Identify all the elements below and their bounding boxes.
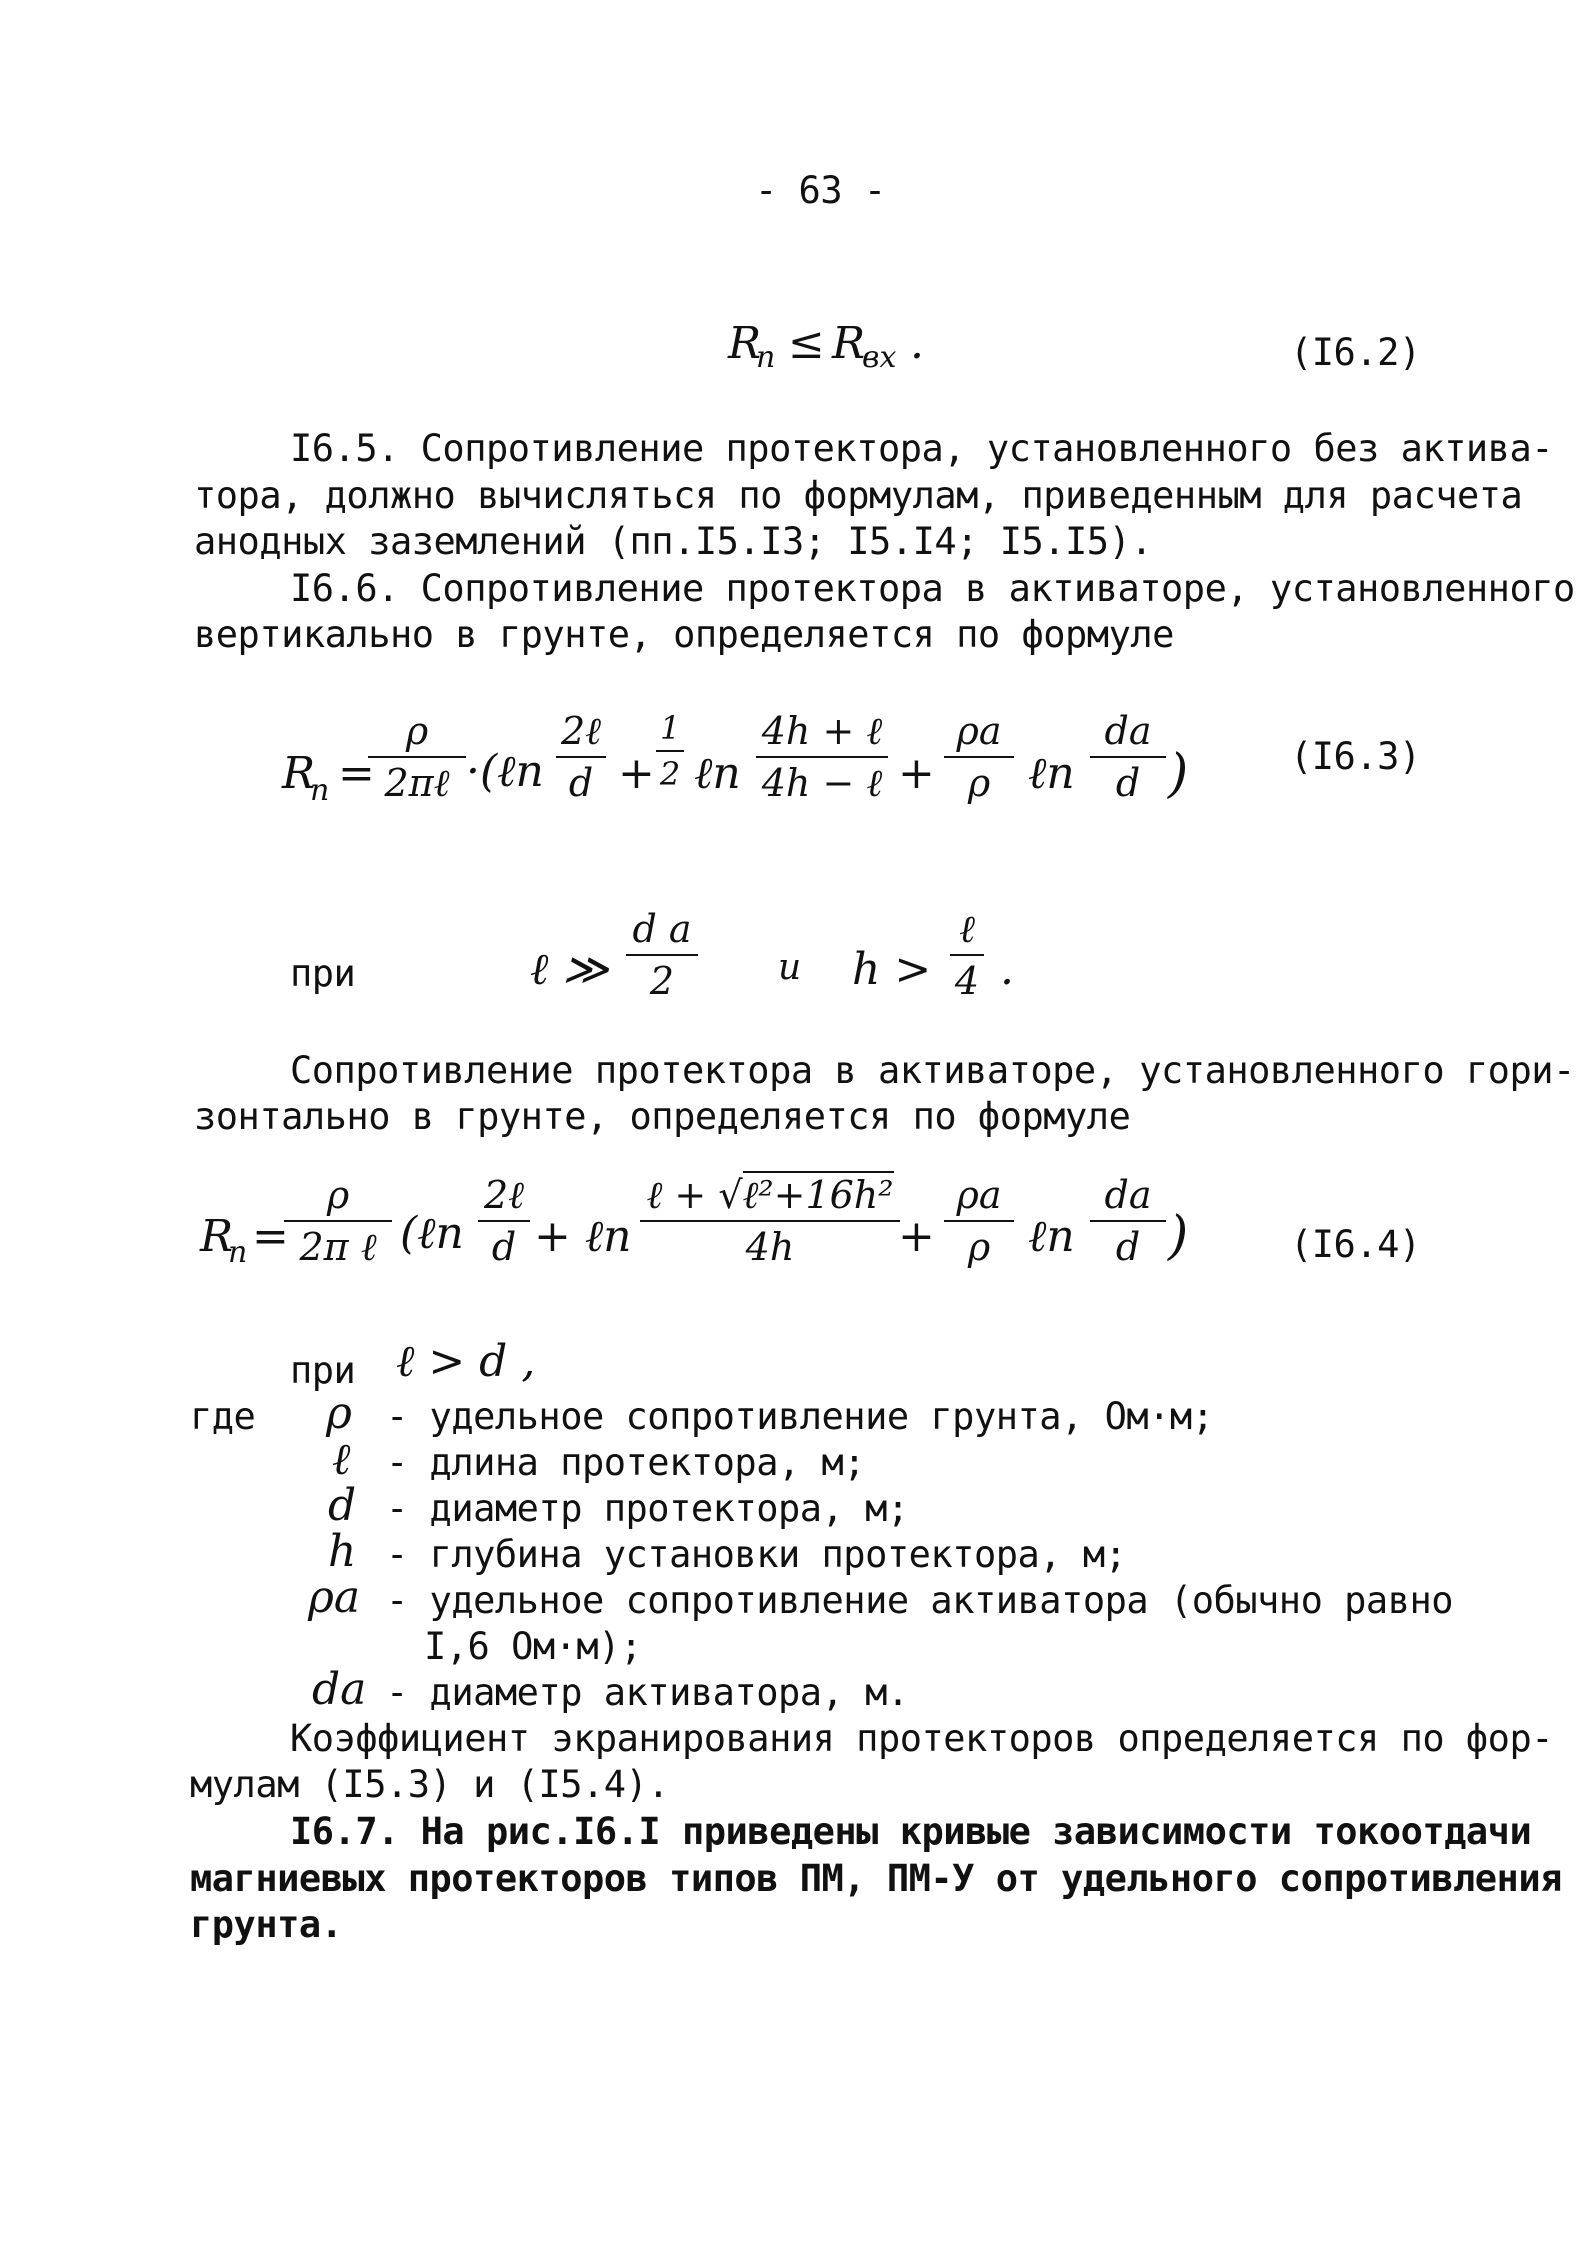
frac-denominator: 4h	[745, 1225, 795, 1269]
frac-numerator: ℓ	[950, 910, 984, 956]
definition-text: - удельное сопротивление активатора (обычно равно	[386, 1579, 1454, 1622]
definition-text: - диаметр протектора, м;	[386, 1487, 909, 1530]
eq-16-3-ln-2: ℓn	[694, 748, 741, 799]
frac-numerator	[640, 1173, 900, 1222]
frac-denominator: d	[491, 1225, 517, 1269]
paragraph-line: I6.6. Сопротивление протектора в активаторе, установленного	[290, 567, 1575, 610]
eq-16-4-frac-5	[1090, 1173, 1166, 1269]
frac-denominator: d	[568, 761, 594, 805]
eq-16-3-plus-1: +	[618, 748, 655, 799]
definition-text: - длина протектора, м;	[386, 1441, 866, 1484]
frac-denominator: 4h − ℓ	[761, 761, 883, 805]
eq-16-4-lhs-sub: n	[228, 1235, 248, 1270]
sqrt-symbol: √	[718, 1173, 743, 1217]
eq-16-2-rhs-sub: вх	[862, 340, 897, 375]
frac-denominator: 2π ℓ	[299, 1225, 377, 1269]
paragraph-line: тора, должно вычисляться по формулам, приведенным для расчета	[194, 474, 1523, 517]
eq-16-2-rhs: R	[832, 318, 866, 369]
frac-numerator: ρa	[944, 712, 1014, 758]
definition-text: - удельное сопротивление грунта, Ом·м;	[386, 1395, 1214, 1438]
frac-denominator: d	[1115, 1225, 1141, 1269]
eq-16-2-rel: ≤	[788, 318, 825, 369]
paragraph-line: Коэффициент экранирования протекторов определяется по фор-	[290, 1717, 1554, 1760]
eq-16-3-frac-4	[756, 709, 888, 805]
frac-numerator: 2ℓ	[478, 1176, 530, 1222]
paragraph-line: Сопротивление протектора в активаторе, установленного гори-	[290, 1049, 1575, 1092]
paragraph-line: вертикально в грунте, определяется по формуле	[194, 613, 1174, 656]
eq-16-3-plus-2: +	[898, 748, 935, 799]
condition-h: h >	[852, 944, 932, 995]
paragraph-line: I6.5. Сопротивление протектора, установленного без актива-	[290, 427, 1554, 470]
eq-16-4-label: (I6.4)	[1290, 1223, 1421, 1266]
frac-denominator: d	[1115, 761, 1141, 805]
condition-l: ℓ ≫	[530, 944, 609, 995]
eq-16-4-close: )	[1168, 1206, 1189, 1266]
definition-symbol: ℓ	[332, 1434, 351, 1485]
condition-pri: при	[290, 952, 356, 995]
frac-numerator: 2ℓ	[556, 712, 606, 758]
frac-denominator: 2	[649, 959, 675, 1003]
frac-numerator: ρ	[284, 1176, 392, 1222]
frac-numerator: da	[1090, 1176, 1166, 1222]
frac-numerator: 4h + ℓ	[756, 712, 888, 758]
eq-16-3-dot-paren: ·(ℓn	[466, 746, 544, 797]
paragraph-line: магниевых протекторов типов ПМ, ПМ-У от удельного сопротивления	[190, 1857, 1562, 1900]
sqrt-prefix: ℓ +	[646, 1173, 707, 1217]
eq-16-3-close: )	[1168, 744, 1189, 804]
condition-expr: ℓ > d ,	[396, 1336, 536, 1387]
eq-16-2-lhs: R	[728, 318, 762, 369]
eq-16-4-frac-1	[284, 1173, 392, 1269]
eq-16-3-frac-3	[656, 709, 684, 793]
condition-frac-da	[626, 907, 698, 1003]
eq-16-4-plus-ln: + ℓn	[534, 1211, 632, 1262]
page-number: - 63 -	[755, 169, 886, 212]
condition-and: и	[778, 947, 802, 988]
condition-frac-l4	[950, 907, 984, 1003]
eq-16-4-eq: =	[252, 1211, 289, 1262]
frac-numerator: d a	[626, 910, 698, 956]
eq-16-4-plus-2: +	[898, 1211, 935, 1262]
definition-symbol: h	[328, 1526, 357, 1577]
eq-16-4-open: (ℓn	[400, 1208, 464, 1259]
definition-symbol: da	[312, 1664, 367, 1715]
definition-symbol: ρa	[308, 1572, 361, 1623]
eq-16-2-lhs-sub: n	[756, 340, 776, 375]
frac-denominator: 4	[954, 959, 980, 1003]
definition-text: I,6 Ом·м);	[424, 1625, 642, 1668]
definition-symbol: d	[328, 1480, 357, 1531]
paragraph-line: зонтально в грунте, определяется по формуле	[194, 1095, 1131, 1138]
definition-text: - глубина установки протектора, м;	[386, 1533, 1127, 1576]
eq-16-3-ln-3: ℓn	[1028, 748, 1075, 799]
eq-16-3-label: (I6.3)	[1290, 735, 1421, 778]
definition-symbol: ρ	[326, 1388, 352, 1439]
eq-16-2-label: (I6.2)	[1290, 331, 1421, 374]
paragraph-line: анодных заземлений (пп.I5.I3; I5.I4; I5.I5).	[194, 520, 1153, 563]
eq-16-2-end: .	[910, 318, 924, 369]
eq-16-3-frac-2	[556, 709, 606, 805]
eq-16-3-eq: =	[338, 748, 375, 799]
paragraph-line: грунта.	[190, 1903, 343, 1946]
eq-16-3-lhs-sub: n	[310, 773, 330, 808]
condition-pri: при	[290, 1349, 356, 1392]
eq-16-3-frac-6	[1090, 709, 1166, 805]
eq-16-4-lhs: R	[200, 1211, 234, 1262]
eq-16-3-frac-1	[368, 709, 466, 805]
frac-numerator: ρ	[368, 712, 466, 758]
frac-numerator: ρa	[944, 1176, 1014, 1222]
frac-denominator: 2	[659, 755, 681, 793]
frac-numerator: da	[1090, 712, 1166, 758]
eq-16-4-frac-4	[944, 1173, 1014, 1269]
eq-16-4-frac-3	[640, 1173, 900, 1269]
paragraph-line: I6.7. На рис.I6.I приведены кривые зависимости токоотдачи	[290, 1810, 1532, 1853]
frac-denominator: ρ	[967, 1225, 991, 1269]
eq-16-4-ln-3: ℓn	[1028, 1211, 1075, 1262]
condition-end: .	[1000, 944, 1014, 995]
frac-denominator: ρ	[967, 761, 991, 805]
frac-numerator: 1	[656, 712, 684, 752]
sqrt-radicand: ℓ²+16h²	[742, 1173, 894, 1217]
eq-16-3-lhs: R	[282, 748, 316, 799]
paragraph-line: мулам (I5.3) и (I5.4).	[190, 1763, 670, 1806]
definition-text: - диаметр активатора, м.	[386, 1671, 909, 1714]
eq-16-3-frac-5	[944, 709, 1014, 805]
definitions-where: где	[190, 1395, 256, 1438]
frac-denominator: 2πℓ	[384, 761, 450, 805]
eq-16-4-frac-2	[478, 1173, 530, 1269]
